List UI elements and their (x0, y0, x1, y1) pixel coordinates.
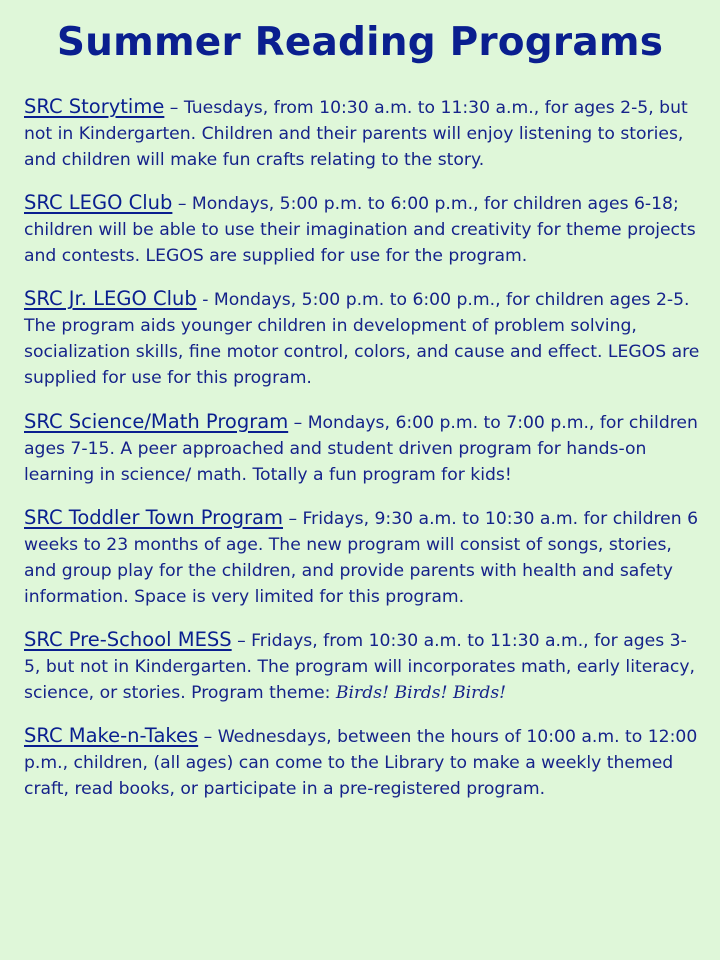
program-name: SRC Pre-School MESS (24, 627, 232, 651)
program-list (24, 94, 700, 809)
program-lego-club (24, 190, 700, 269)
program-description: – Mondays, 6:00 p.m. to 7:00 p.m., for children ages 7-15. A peer approached and student driven program for hands-on learning in science/ math. Totally a fun program for kids! (24, 412, 698, 485)
program-name: SRC Storytime (24, 95, 165, 118)
program-description: – Tuesdays, from 10:30 a.m. to 11:30 a.m., for ages 2-5, but not in Kindergarten. Children and their parents will enjoy listening to stories, and children will make fun crafts relating to the story. (24, 98, 688, 170)
program-description: – Fridays, from 10:30 a.m. to 11:30 a.m., for ages 3-5, but not in Kindergarten. The program will incorporates math, early literacy, science, or stories. Program theme: (24, 630, 695, 703)
program-description: – Mondays, 5:00 p.m. to 6:00 p.m., for children ages 6-18; children will be able to use their imagination and creativity for theme projects and contests. LEGOS are supplied for use for the program. (24, 194, 696, 267)
program-name: SRC Science/Math Program (24, 409, 289, 433)
program-theme: Birds! Birds! Birds! (335, 682, 507, 703)
program-science-math (24, 409, 700, 488)
program-pre-school-mess (24, 627, 700, 706)
program-name: SRC Make-n-Takes (24, 724, 199, 748)
program-description: - Mondays, 5:00 p.m. to 6:00 p.m., for children ages 2-5. The program aids younger children in development of problem solving, socialization skills, fine motor control, colors, and cause and effect. LEGOS are supplied for use for this program. (24, 290, 700, 389)
program-name: SRC Toddler Town Program (24, 505, 283, 529)
page-title: Summer Reading Programs (56, 20, 664, 65)
program-description: – Wednesdays, between the hours of 10:00 a.m. to 12:00 p.m., children, (all ages) can come to the Library to make a weekly themed craft, read books, or participate in a pre-registered program. (24, 727, 698, 800)
program-storytime (24, 94, 700, 173)
program-make-n-takes (24, 723, 700, 802)
program-name: SRC Jr. LEGO Club (24, 287, 197, 311)
program-description: – Fridays, 9:30 a.m. to 10:30 a.m. for children 6 weeks to 23 months of age. The new program will consist of songs, stories, and group play for the children, and provide parents with health and safety information. Space is very limited for this program. (24, 508, 699, 607)
program-name: SRC LEGO Club (24, 191, 173, 215)
program-jr-lego-club (24, 286, 700, 391)
program-toddler-town (24, 505, 700, 610)
